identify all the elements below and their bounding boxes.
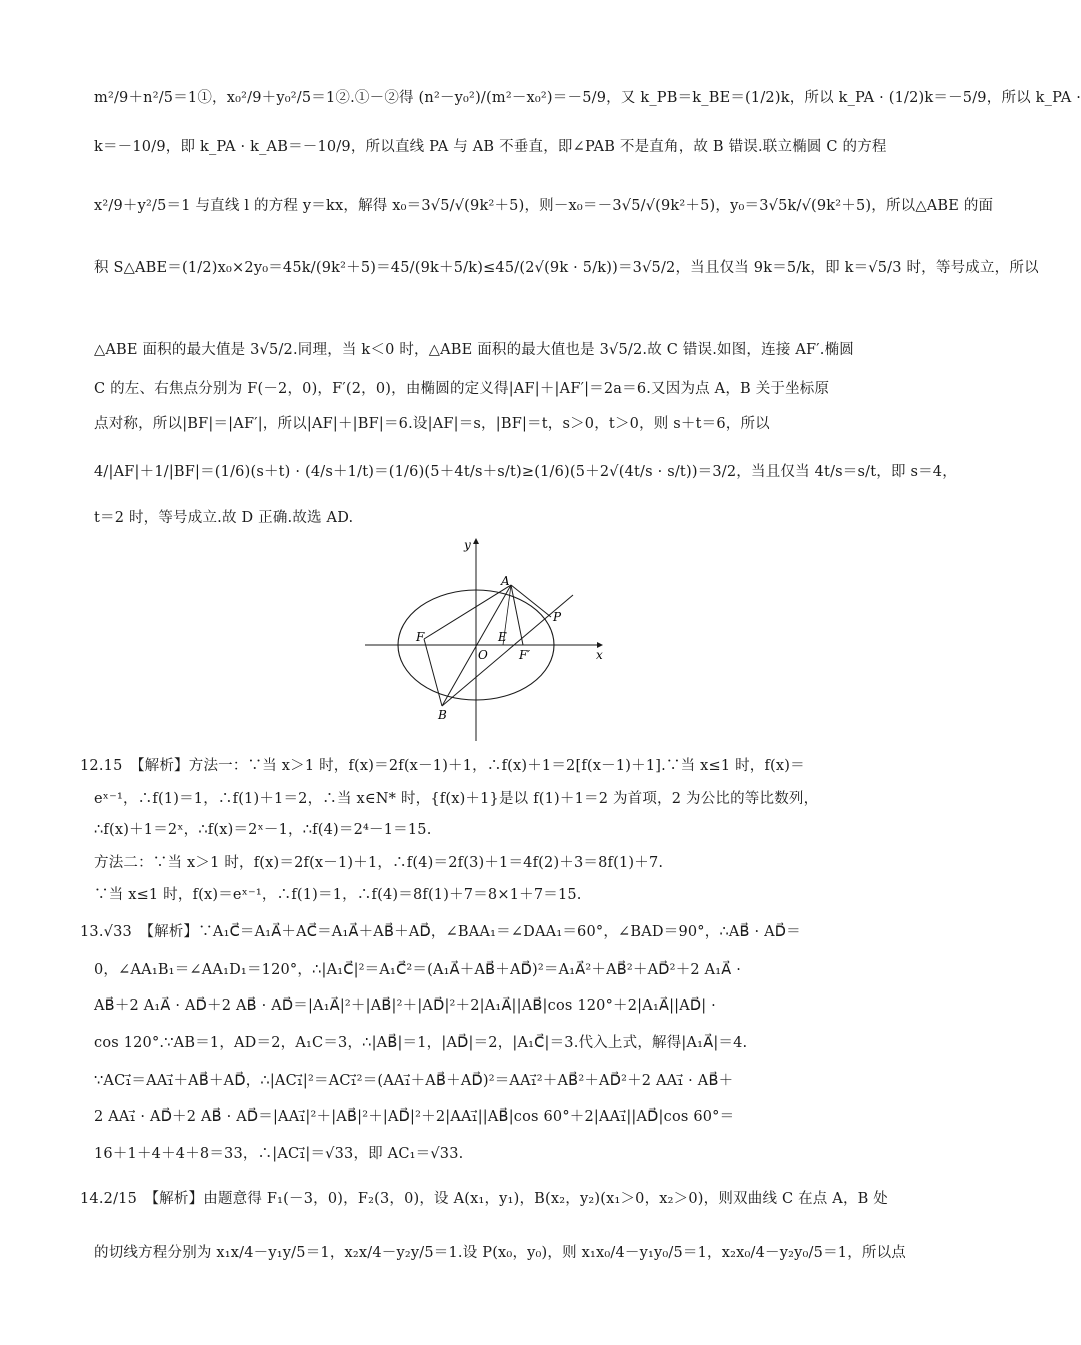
text-line: AB⃗＋2 A₁A⃗ · AD⃗＋2 AB⃗ · AD⃗＝|A₁A⃗|²＋|AB⃗|²＋|AD⃗|²＋2|A₁A⃗||AB⃗|cos 120°＋2|A₁A⃗||AD⃗| · xyxy=(94,998,716,1014)
text-line: 0，∠AA₁B₁＝∠AA₁D₁＝120°，∴|A₁C⃗|²＝A₁C⃗²＝(A₁A⃗＋AB⃗＋AD⃗)²＝A₁A⃗²＋AB⃗²＋AD⃗²＋2 A₁A⃗ · xyxy=(94,962,742,978)
text-line: ∵当 x≤1 时，f(x)＝eˣ⁻¹，∴f(1)＝1，∴f(4)＝8f(1)＋7＝8×1＋7＝15. xyxy=(94,887,582,903)
text-line: 积 S△ABE＝(1/2)x₀×2y₀＝45k/(9k²＋5)＝45/(9k＋5/k)≤45/(2√(9k · 5/k))＝3√5/2，当且仅当 9k＝5/k，即 k＝√5/3 时，等号成立，所以 xyxy=(94,260,1039,276)
text-line: 12.15 【解析】方法一：∵当 x＞1 时，f(x)＝2f(x－1)＋1，∴f(x)＋1＝2[f(x－1)＋1].∵当 x≤1 时，f(x)＝ xyxy=(80,758,805,774)
line-fb xyxy=(424,639,442,706)
text-line: 4/|AF|＋1/|BF|＝(1/6)(s＋t) · (4/s＋1/t)＝(1/6)(5＋4t/s＋s/t)≥(1/6)(5＋2√(4t/s · s/t))＝3/2，当且仅当 4t/s＝s/t，即 s＝4， xyxy=(94,464,957,480)
text-line: 13.√33 【解析】∵A₁C⃗＝A₁A⃗＋AC⃗＝A₁A⃗＋AB⃗＋AD⃗，∠BAA₁＝∠DAA₁＝60°，∠BAD＝90°，∴AB⃗ · AD⃗＝ xyxy=(80,924,801,940)
text-line: cos 120°.∵AB＝1，AD＝2，A₁C＝3，∴|AB⃗|＝1，|AD⃗|＝2，|A₁C⃗|＝3.代入上式，解得|A₁A⃗|＝4. xyxy=(94,1035,748,1051)
text-line: m²/9＋n²/5＝1①，x₀²/9＋y₀²/5＝1②.①－②得 (n²－y₀²)/(m²－x₀²)＝－5/9，又 k_PB＝k_BE＝(1/2)k，所以 k_PA · (1/2)k＝－5/9，所以 k_PA · xyxy=(94,90,1081,106)
label-p: P xyxy=(553,610,562,624)
label-a: A xyxy=(501,574,510,588)
ellipse-figure xyxy=(360,533,610,743)
text-line: eˣ⁻¹，∴f(1)＝1，∴f(1)＋1＝2，∴当 x∈N* 时，{f(x)＋1}是以 f(1)＋1＝2 为首项，2 为公比的等比数列， xyxy=(94,791,819,807)
label-x: x xyxy=(596,648,603,662)
text-line: 14.2/15 【解析】由题意得 F₁(－3，0)，F₂(3，0)，设 A(x₁，y₁)，B(x₂，y₂)(x₁＞0，x₂＞0)，则双曲线 C 在点 A，B 处 xyxy=(80,1191,889,1207)
text-line: t＝2 时，等号成立.故 D 正确.故选 AD. xyxy=(94,510,354,526)
label-y: y xyxy=(464,538,471,552)
line-afp xyxy=(511,585,523,645)
label-b: B xyxy=(438,708,447,722)
text-line: C 的左、右焦点分别为 F(－2，0)，F′(2，0)，由椭圆的定义得|AF|＋|AF′|＝2a＝6.又因为点 A，B 关于坐标原 xyxy=(94,381,830,397)
text-line: 的切线方程分别为 x₁x/4－y₁y/5＝1，x₂x/4－y₂y/5＝1.设 P(x₀，y₀)，则 x₁x₀/4－y₁y₀/5＝1，x₂x₀/4－y₂y₀/5＝1，所以点 xyxy=(94,1245,906,1261)
text-line: x²/9＋y²/5＝1 与直线 l 的方程 y＝kx，解得 x₀＝3√5/√(9k²＋5)，则－x₀＝－3√5/√(9k²＋5)，y₀＝3√5k/√(9k²＋5)，所以△ABE 的面 xyxy=(94,198,994,214)
text-line: 点对称，所以|BF|＝|AF′|，所以|AF|＋|BF|＝6.设|AF|＝s，|BF|＝t，s＞0，t＞0，则 s＋t＝6，所以 xyxy=(94,416,770,432)
label-e: E xyxy=(498,630,507,644)
label-o: O xyxy=(478,648,488,662)
label-f: F xyxy=(416,630,425,644)
text-line: 2 AA₁⃗ · AD⃗＋2 AB⃗ · AD⃗＝|AA₁⃗|²＋|AB⃗|²＋|AD⃗|²＋2|AA₁⃗||AB⃗|cos 60°＋2|AA₁⃗||AD⃗|cos 60°＝ xyxy=(94,1109,735,1125)
text-line: k＝－10/9，即 k_PA · k_AB＝－10/9，所以直线 PA 与 AB 不垂直，即∠PAB 不是直角，故 B 错误.联立椭圆 C 的方程 xyxy=(94,139,887,155)
label-fprime: F′ xyxy=(519,648,531,662)
line-ap xyxy=(511,585,551,617)
text-line: 16＋1＋4＋4＋8＝33，∴|AC₁⃗|＝√33，即 AC₁＝√33. xyxy=(94,1146,464,1162)
text-line: 方法二：∵当 x＞1 时，f(x)＝2f(x－1)＋1，∴f(4)＝2f(3)＋1＝4f(2)＋3＝8f(1)＋7. xyxy=(94,855,664,871)
text-line: △ABE 面积的最大值是 3√5/2.同理，当 k＜0 时，△ABE 面积的最大值也是 3√5/2.故 C 错误.如图，连接 AF′.椭圆 xyxy=(94,342,854,358)
text-line: ∴f(x)＋1＝2ˣ，∴f(x)＝2ˣ－1，∴f(4)＝2⁴－1＝15. xyxy=(94,822,432,838)
text-line: ∵AC₁⃗＝AA₁⃗＋AB⃗＋AD⃗，∴|AC₁⃗|²＝AC₁⃗²＝(AA₁⃗＋AB⃗＋AD⃗)²＝AA₁⃗²＋AB⃗²＋AD⃗²＋2 AA₁⃗ · AB⃗＋ xyxy=(94,1073,734,1089)
